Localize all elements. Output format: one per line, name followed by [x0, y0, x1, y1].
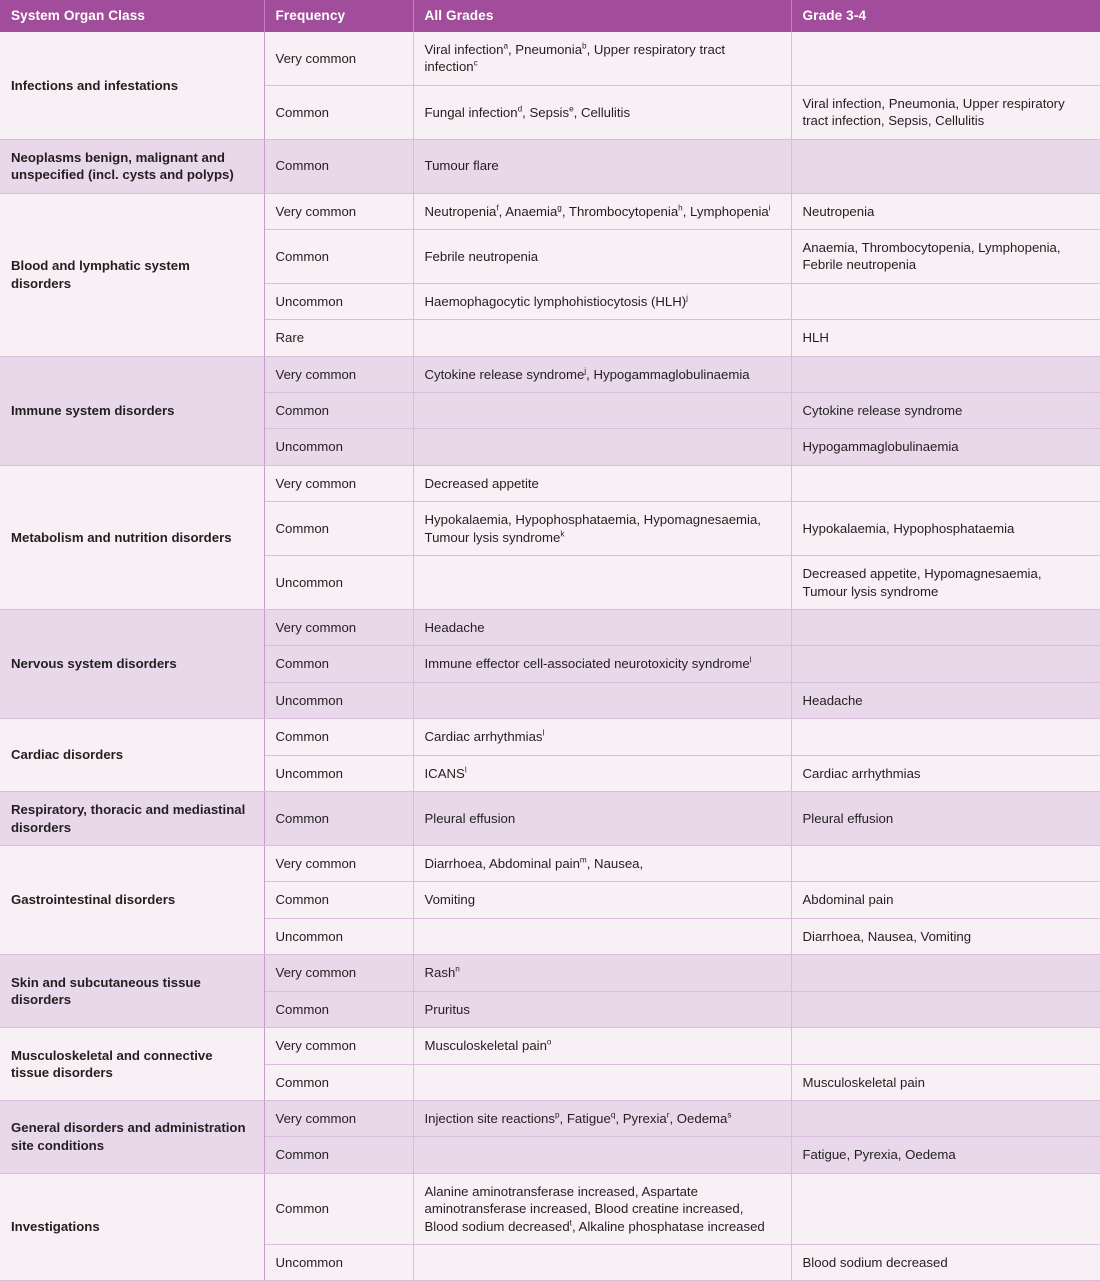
grade-3-4-cell [791, 610, 1100, 646]
frequency-cell: Uncommon [264, 1245, 413, 1281]
frequency-cell: Common [264, 139, 413, 193]
all-grades-cell: ICANS$^l$ [413, 755, 791, 791]
table-row [0, 356, 1100, 392]
frequency-cell: Very common [264, 1028, 413, 1064]
system-organ-class-cell: Neoplasms benign, malignant and unspecified (incl. cysts and polyps) [0, 139, 264, 193]
all-grades-cell [413, 1137, 791, 1173]
grade-3-4-cell [791, 646, 1100, 682]
frequency-cell: Very common [264, 465, 413, 501]
grade-3-4-cell: Decreased appetite, Hypomagnesaemia, Tumour lysis syndrome [791, 556, 1100, 610]
all-grades-cell [413, 556, 791, 610]
grade-3-4-cell: Abdominal pain [791, 882, 1100, 918]
all-grades-cell: Rash$^n$ [413, 955, 791, 991]
grade-3-4-cell: Cytokine release syndrome [791, 393, 1100, 429]
all-grades-cell [413, 393, 791, 429]
grade-3-4-cell: Hypogammaglobulinaemia [791, 429, 1100, 465]
table-row [0, 719, 1100, 755]
frequency-cell: Uncommon [264, 918, 413, 954]
column-header-all-grades: All Grades [413, 0, 791, 32]
all-grades-cell: Tumour flare [413, 139, 791, 193]
grade-3-4-cell: Viral infection, Pneumonia, Upper respiratory tract infection, Sepsis, Cellulitis [791, 85, 1100, 139]
all-grades-cell: Cardiac arrhythmias$^l$ [413, 719, 791, 755]
frequency-cell: Very common [264, 610, 413, 646]
frequency-cell: Common [264, 646, 413, 682]
system-organ-class-cell: Musculoskeletal and connective tissue disorders [0, 1028, 264, 1101]
all-grades-cell: Viral infection$^a$, Pneumonia$^b$, Upper respiratory tract infection$^c$ [413, 32, 791, 85]
table-row [0, 845, 1100, 881]
column-header-frequency: Frequency [264, 0, 413, 32]
all-grades-cell: Headache [413, 610, 791, 646]
all-grades-cell [413, 1245, 791, 1281]
grade-3-4-cell [791, 719, 1100, 755]
grade-3-4-cell [791, 139, 1100, 193]
grade-3-4-cell [791, 1028, 1100, 1064]
frequency-cell: Very common [264, 356, 413, 392]
column-header-grade-3-4: Grade 3-4 [791, 0, 1100, 32]
all-grades-cell [413, 429, 791, 465]
all-grades-cell: Pleural effusion [413, 792, 791, 846]
grade-3-4-cell [791, 465, 1100, 501]
grade-3-4-cell: Pleural effusion [791, 792, 1100, 846]
table-row [0, 610, 1100, 646]
all-grades-cell: Pruritus [413, 991, 791, 1027]
system-organ-class-cell: Cardiac disorders [0, 719, 264, 792]
system-organ-class-cell: Investigations [0, 1173, 264, 1281]
frequency-cell: Common [264, 1137, 413, 1173]
frequency-cell: Common [264, 502, 413, 556]
grade-3-4-cell: Neutropenia [791, 193, 1100, 229]
system-organ-class-cell: Blood and lymphatic system disorders [0, 193, 264, 356]
all-grades-cell [413, 320, 791, 356]
grade-3-4-cell: Headache [791, 682, 1100, 718]
frequency-cell: Common [264, 229, 413, 283]
frequency-cell: Uncommon [264, 682, 413, 718]
all-grades-cell: Febrile neutropenia [413, 229, 791, 283]
all-grades-cell: Diarrhoea, Abdominal pain$^m$, Nausea, [413, 845, 791, 881]
table-row [0, 1100, 1100, 1136]
frequency-cell: Very common [264, 193, 413, 229]
frequency-cell: Common [264, 991, 413, 1027]
system-organ-class-cell: Immune system disorders [0, 356, 264, 465]
all-grades-cell: Haemophagocytic lymphohistiocytosis (HLH)$^j$ [413, 283, 791, 319]
system-organ-class-cell: Skin and subcutaneous tissue disorders [0, 955, 264, 1028]
grade-3-4-cell [791, 1100, 1100, 1136]
grade-3-4-cell [791, 955, 1100, 991]
all-grades-cell: Cytokine release syndrome$^j$, Hypogammaglobulinaemia [413, 356, 791, 392]
frequency-cell: Very common [264, 1100, 413, 1136]
system-organ-class-cell: Metabolism and nutrition disorders [0, 465, 264, 609]
table-row [0, 792, 1100, 846]
grade-3-4-cell: Musculoskeletal pain [791, 1064, 1100, 1100]
frequency-cell: Uncommon [264, 755, 413, 791]
grade-3-4-cell: Cardiac arrhythmias [791, 755, 1100, 791]
table-row [0, 955, 1100, 991]
frequency-cell: Very common [264, 32, 413, 85]
table-row [0, 1028, 1100, 1064]
grade-3-4-cell: HLH [791, 320, 1100, 356]
grade-3-4-cell [791, 283, 1100, 319]
all-grades-cell: Neutropenia$^f$, Anaemia$^g$, Thrombocytopenia$^h$, Lymphopenia$^i$ [413, 193, 791, 229]
frequency-cell: Common [264, 792, 413, 846]
table-row [0, 465, 1100, 501]
system-organ-class-cell: Gastrointestinal disorders [0, 845, 264, 954]
column-header-system-organ-class: System Organ Class [0, 0, 264, 32]
all-grades-cell: Alanine aminotransferase increased, Aspartate aminotransferase increased, Blood creatine increased, Blood sodium decreased$^t$, Alkaline phosphatase increased [413, 1173, 791, 1244]
grade-3-4-cell [791, 845, 1100, 881]
table-row [0, 193, 1100, 229]
all-grades-cell: Injection site reactions$^p$, Fatigue$^q$, Pyrexia$^r$, Oedema$^s$ [413, 1100, 791, 1136]
all-grades-cell: Hypokalaemia, Hypophosphataemia, Hypomagnesaemia, Tumour lysis syndrome$^k$ [413, 502, 791, 556]
table-row [0, 1173, 1100, 1244]
grade-3-4-cell [791, 991, 1100, 1027]
frequency-cell: Common [264, 719, 413, 755]
frequency-cell: Very common [264, 845, 413, 881]
frequency-cell: Common [264, 85, 413, 139]
system-organ-class-cell: Nervous system disorders [0, 610, 264, 719]
frequency-cell: Rare [264, 320, 413, 356]
table-body [0, 32, 1100, 1281]
grade-3-4-cell [791, 1173, 1100, 1244]
grade-3-4-cell: Hypokalaemia, Hypophosphataemia [791, 502, 1100, 556]
table-row [0, 32, 1100, 85]
grade-3-4-cell: Diarrhoea, Nausea, Vomiting [791, 918, 1100, 954]
grade-3-4-cell: Blood sodium decreased [791, 1245, 1100, 1281]
grade-3-4-cell [791, 356, 1100, 392]
frequency-cell: Common [264, 1173, 413, 1244]
system-organ-class-cell: Infections and infestations [0, 32, 264, 139]
grade-3-4-cell [791, 32, 1100, 85]
frequency-cell: Common [264, 393, 413, 429]
all-grades-cell [413, 1064, 791, 1100]
all-grades-cell [413, 682, 791, 718]
all-grades-cell [413, 918, 791, 954]
frequency-cell: Very common [264, 955, 413, 991]
all-grades-cell: Musculoskeletal pain$^o$ [413, 1028, 791, 1064]
all-grades-cell: Immune effector cell-associated neurotoxicity syndrome$^l$ [413, 646, 791, 682]
all-grades-cell: Vomiting [413, 882, 791, 918]
all-grades-cell: Fungal infection$^d$, Sepsis$^e$, Cellulitis [413, 85, 791, 139]
frequency-cell: Uncommon [264, 556, 413, 610]
all-grades-cell: Decreased appetite [413, 465, 791, 501]
table-header [0, 0, 1100, 32]
frequency-cell: Common [264, 1064, 413, 1100]
table-row [0, 139, 1100, 193]
frequency-cell: Uncommon [264, 283, 413, 319]
grade-3-4-cell: Fatigue, Pyrexia, Oedema [791, 1137, 1100, 1173]
table-header-row [0, 0, 1100, 32]
grade-3-4-cell: Anaemia, Thrombocytopenia, Lymphopenia, Febrile neutropenia [791, 229, 1100, 283]
frequency-cell: Common [264, 882, 413, 918]
system-organ-class-cell: Respiratory, thoracic and mediastinal disorders [0, 792, 264, 846]
system-organ-class-cell: General disorders and administration site conditions [0, 1100, 264, 1173]
frequency-cell: Uncommon [264, 429, 413, 465]
